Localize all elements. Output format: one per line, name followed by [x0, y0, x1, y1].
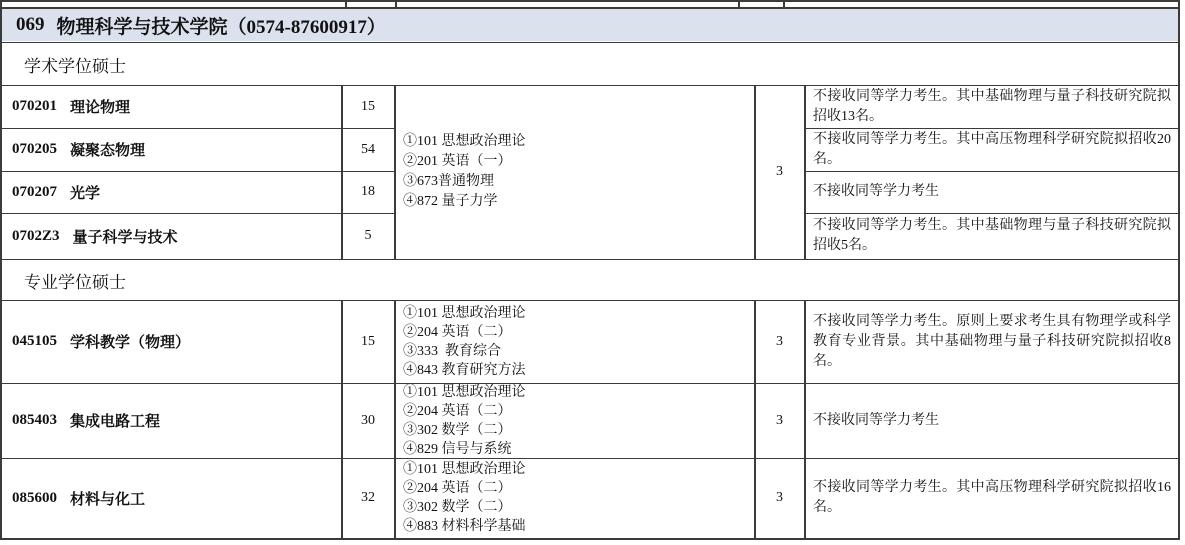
program-name: 集成电路工程 — [70, 414, 161, 430]
program-name: 理论物理 — [70, 100, 131, 116]
section-header-academic — [2, 44, 1178, 84]
remark-085600 — [805, 458, 1178, 538]
grid-line — [0, 0, 2, 540]
subject-line: ③302 数学（二） — [403, 500, 512, 515]
section-label: 学术学位硕士 — [24, 56, 126, 76]
grid-line — [341, 300, 343, 538]
subject-line: ④843 教育研究方法 — [403, 362, 526, 378]
program-name: 学科教学（物理） — [70, 335, 191, 351]
subject-line: ③333 教育综合 — [403, 343, 501, 359]
grid-line — [2, 259, 1178, 260]
grid-line — [783, 2, 785, 7]
section-header-professional — [2, 261, 1178, 299]
remark-0702Z3 — [805, 213, 1178, 259]
quota-085600: 32 — [361, 490, 375, 505]
grid-line — [0, 42, 1180, 44]
remark-text: 不接收同等学力考生。其中高压物理科学研究院拟招收16名。 — [813, 480, 1171, 515]
remark-070205 — [805, 128, 1178, 171]
program-name: 量子科学与技术 — [72, 229, 178, 246]
subject-line: ②204 英语（二） — [403, 403, 512, 419]
exam-subjects-085600 — [395, 458, 754, 538]
grid-line — [0, 7, 1180, 9]
remark-text: 不接收同等学力考生 — [813, 412, 939, 428]
grid-line — [395, 2, 397, 7]
department-code: 069 — [16, 14, 45, 35]
exam-subjects-academic — [395, 85, 754, 259]
grid-line — [805, 128, 1178, 129]
program-code: 070201 — [12, 98, 57, 114]
program-0702Z3 — [2, 213, 341, 259]
program-name: 凝聚态物理 — [70, 143, 146, 159]
program-085600 — [2, 458, 341, 538]
grid-line — [2, 383, 1178, 384]
quota-070205: 54 — [361, 141, 375, 157]
department-header — [2, 9, 1178, 41]
grid-line — [2, 171, 395, 172]
grid-line — [0, 538, 1180, 540]
subject-line: ③673普通物理 — [403, 174, 494, 189]
exam-subjects-085403 — [395, 383, 754, 458]
grid-line — [394, 85, 396, 259]
remark-070201 — [805, 85, 1178, 128]
grid-line — [341, 85, 343, 259]
program-085403 — [2, 383, 341, 458]
remark-text: 不接收同等学力考生 — [813, 184, 939, 199]
quota-085403: 30 — [361, 412, 375, 428]
study-years-085403: 3 — [776, 412, 783, 428]
section-label: 专业学位硕士 — [24, 272, 126, 292]
study-years-045105: 3 — [776, 333, 783, 349]
grid-line — [394, 300, 396, 538]
program-code: 085600 — [12, 489, 57, 506]
quota-045105: 15 — [361, 333, 375, 349]
remark-045105 — [805, 300, 1178, 383]
grid-line — [1178, 0, 1180, 540]
program-code: 085403 — [12, 412, 57, 428]
grid-line — [804, 300, 806, 538]
subject-line: ④829 信号与系统 — [403, 441, 512, 457]
grid-line — [754, 300, 756, 538]
grid-line — [2, 213, 395, 214]
grid-line — [2, 85, 1178, 86]
remark-text: 不接收同等学力考生。其中高压物理科学研究院拟招收20名。 — [813, 131, 1171, 167]
subject-line: ②204 英语（二） — [403, 481, 512, 496]
grid-line — [805, 213, 1178, 214]
remark-text: 不接收同等学力考生。原则上要求考生具有物理学或科学教育专业背景。其中基础物理与量子科技研究院拟招收8名。 — [813, 313, 1171, 369]
subject-line: ②201 英语（一） — [403, 154, 512, 169]
remark-070207 — [805, 171, 1178, 213]
remark-text: 不接收同等学力考生。其中基础物理与量子科技研究院拟招收13名。 — [813, 88, 1171, 124]
quota-070207: 18 — [361, 184, 375, 199]
subject-line: ③302 数学（二） — [403, 422, 512, 438]
subject-line: ①101 思想政治理论 — [403, 134, 526, 149]
subject-line: ①101 思想政治理论 — [403, 462, 526, 477]
program-070207 — [2, 171, 341, 213]
remark-085403 — [805, 383, 1178, 458]
study-years-085600: 3 — [776, 490, 783, 505]
exam-subjects-045105 — [395, 300, 754, 383]
subject-line: ②204 英语（二） — [403, 324, 512, 340]
grid-line — [804, 85, 806, 259]
grid-line — [805, 171, 1178, 172]
program-code: 070205 — [12, 141, 57, 157]
grid-line — [754, 85, 756, 259]
quota-0702Z3: 5 — [364, 228, 372, 243]
subject-line: ①101 思想政治理论 — [403, 384, 526, 400]
program-name: 光学 — [70, 185, 101, 202]
grid-line — [2, 300, 1178, 301]
program-070205 — [2, 128, 341, 171]
program-code: 070207 — [12, 183, 57, 200]
grid-line — [345, 2, 347, 7]
remark-text: 不接收同等学力考生。其中基础物理与量子科技研究院拟招收5名。 — [813, 218, 1171, 253]
grid-line — [0, 0, 1180, 2]
subject-line: ④883 材料科学基础 — [403, 519, 526, 534]
grid-line — [738, 2, 740, 7]
subject-line: ①101 思想政治理论 — [403, 305, 526, 321]
program-code: 0702Z3 — [12, 227, 60, 244]
study-years-academic: 3 — [776, 164, 783, 179]
program-name: 材料与化工 — [70, 491, 146, 508]
program-070201 — [2, 85, 341, 128]
program-045105 — [2, 300, 341, 383]
department-title: 物理科学与技术学院（0574-87600917） — [56, 16, 386, 38]
grid-line — [2, 128, 395, 129]
subject-line: ④872 量子力学 — [403, 194, 498, 209]
grid-line — [2, 458, 1178, 459]
program-code: 045105 — [12, 333, 57, 349]
quota-070201: 15 — [361, 98, 375, 114]
